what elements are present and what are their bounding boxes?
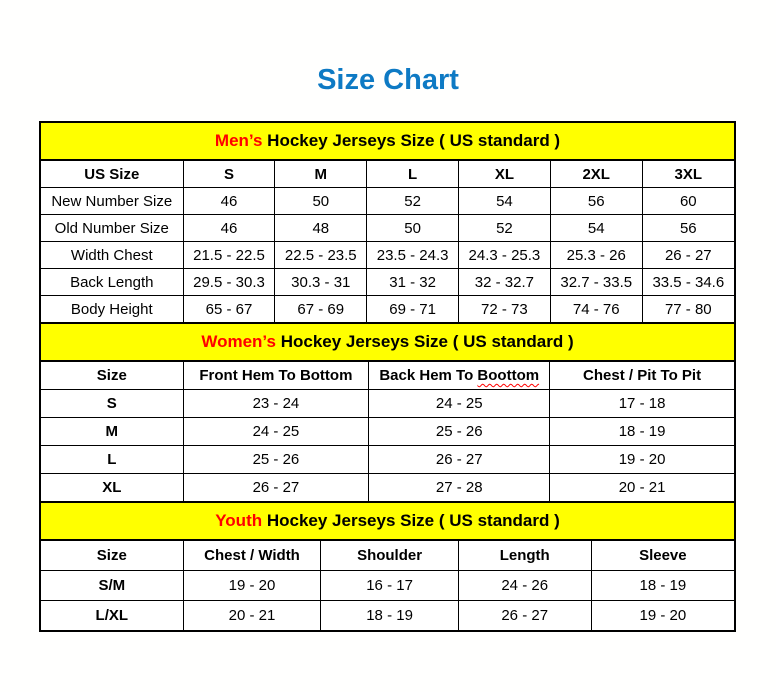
size-value-cell: 54 (459, 188, 551, 215)
size-value-cell: 56 (642, 215, 734, 242)
size-value-cell: 69 - 71 (367, 296, 459, 323)
size-value-cell: 31 - 32 (367, 269, 459, 296)
table-row (41, 242, 734, 269)
page-title: Size Chart (317, 64, 459, 96)
size-value-cell: 77 - 80 (642, 296, 734, 323)
size-value-cell: 32 - 32.7 (459, 269, 551, 296)
row-label: Width Chest (41, 242, 183, 269)
row-label: L (41, 446, 183, 474)
size-value-cell: 26 - 27 (183, 474, 369, 502)
size-value-cell: 18 - 19 (591, 571, 734, 601)
size-value-cell: 18 - 19 (321, 601, 458, 631)
row-label: S (41, 390, 183, 418)
size-value-cell: 21.5 - 22.5 (183, 242, 275, 269)
youth-table-header (41, 541, 734, 571)
column-header-text: Back Hem To (379, 367, 478, 384)
size-value-cell: 30.3 - 31 (275, 269, 367, 296)
size-value-cell: 20 - 21 (550, 474, 734, 502)
row-label: Old Number Size (41, 215, 183, 242)
table-row (41, 188, 734, 215)
size-value-cell: 52 (367, 188, 459, 215)
size-value-cell: 33.5 - 34.6 (642, 269, 734, 296)
table-row (41, 418, 734, 446)
mens-size-section (41, 123, 734, 323)
size-value-cell: 19 - 20 (591, 601, 734, 631)
table-row (41, 269, 734, 296)
table-row (41, 215, 734, 242)
size-value-cell: 46 (183, 188, 275, 215)
size-value-cell: 19 - 20 (550, 446, 734, 474)
row-label: Back Length (41, 269, 183, 296)
size-value-cell: 54 (550, 215, 642, 242)
size-value-cell: 56 (550, 188, 642, 215)
womens-size-table (41, 361, 734, 502)
size-value-cell: 23.5 - 24.3 (367, 242, 459, 269)
mens-table-body (41, 188, 734, 323)
size-value-cell: 25.3 - 26 (550, 242, 642, 269)
mens-section-band (41, 123, 734, 160)
misspelled-word: Boottom (477, 367, 540, 384)
youth-band-highlight: Youth (215, 511, 263, 530)
size-value-cell: 18 - 19 (550, 418, 734, 446)
size-value-cell: 26 - 27 (369, 446, 550, 474)
table-row (41, 296, 734, 323)
row-label: Body Height (41, 296, 183, 323)
row-label: M (41, 418, 183, 446)
youth-size-section (41, 502, 734, 630)
table-row (41, 390, 734, 418)
column-header: L (367, 161, 459, 188)
size-chart-tables (39, 121, 736, 632)
column-header: Chest / Pit To Pit (550, 362, 734, 390)
size-value-cell: 24 - 26 (458, 571, 591, 601)
size-value-cell: 17 - 18 (550, 390, 734, 418)
header-row (41, 541, 734, 571)
column-header: M (275, 161, 367, 188)
row-label: L/XL (41, 601, 183, 631)
size-value-cell: 60 (642, 188, 734, 215)
mens-table-header (41, 161, 734, 188)
size-value-cell: 48 (275, 215, 367, 242)
mens-size-table (41, 160, 734, 323)
size-value-cell: 26 - 27 (458, 601, 591, 631)
size-value-cell: 25 - 26 (369, 418, 550, 446)
youth-band-text: Hockey Jerseys Size ( US standard ) (262, 511, 560, 530)
column-header (369, 362, 550, 390)
column-header: XL (459, 161, 551, 188)
womens-band-text: Hockey Jerseys Size ( US standard ) (275, 332, 574, 351)
size-value-cell: 25 - 26 (183, 446, 369, 474)
size-value-cell: 65 - 67 (183, 296, 275, 323)
column-header: US Size (41, 161, 183, 188)
womens-size-section (41, 323, 734, 502)
size-value-cell: 72 - 73 (459, 296, 551, 323)
size-value-cell: 74 - 76 (550, 296, 642, 323)
row-label: XL (41, 474, 183, 502)
size-value-cell: 50 (275, 188, 367, 215)
table-row (41, 474, 734, 502)
size-value-cell: 20 - 21 (183, 601, 321, 631)
size-value-cell: 24.3 - 25.3 (459, 242, 551, 269)
size-value-cell: 16 - 17 (321, 571, 458, 601)
column-header: Sleeve (591, 541, 734, 571)
table-row (41, 571, 734, 601)
column-header: Size (41, 541, 183, 571)
size-value-cell: 23 - 24 (183, 390, 369, 418)
column-header: 3XL (642, 161, 734, 188)
womens-table-body (41, 390, 734, 502)
size-value-cell: 29.5 - 30.3 (183, 269, 275, 296)
column-header: 2XL (550, 161, 642, 188)
youth-section-band (41, 502, 734, 540)
row-label: S/M (41, 571, 183, 601)
womens-band-highlight: Women’s (201, 332, 276, 351)
size-value-cell: 67 - 69 (275, 296, 367, 323)
mens-band-highlight: Men’s (214, 131, 263, 150)
size-value-cell: 26 - 27 (642, 242, 734, 269)
column-header: Length (458, 541, 591, 571)
size-value-cell: 19 - 20 (183, 571, 321, 601)
column-header: Size (41, 362, 183, 390)
table-row (41, 601, 734, 631)
table-row (41, 446, 734, 474)
youth-size-table (41, 540, 734, 630)
size-value-cell: 24 - 25 (183, 418, 369, 446)
size-value-cell: 50 (367, 215, 459, 242)
youth-table-body (41, 571, 734, 631)
header-row (41, 362, 734, 390)
size-value-cell: 32.7 - 33.5 (550, 269, 642, 296)
womens-section-band (41, 323, 734, 361)
size-value-cell: 24 - 25 (369, 390, 550, 418)
size-value-cell: 52 (459, 215, 551, 242)
column-header: Front Hem To Bottom (183, 362, 369, 390)
column-header: S (183, 161, 275, 188)
size-value-cell: 46 (183, 215, 275, 242)
column-header: Chest / Width (183, 541, 321, 571)
mens-band-text: Hockey Jerseys Size ( US standard ) (262, 131, 561, 150)
size-value-cell: 22.5 - 23.5 (275, 242, 367, 269)
column-header: Shoulder (321, 541, 458, 571)
header-row (41, 161, 734, 188)
womens-table-header (41, 362, 734, 390)
row-label: New Number Size (41, 188, 183, 215)
size-value-cell: 27 - 28 (369, 474, 550, 502)
